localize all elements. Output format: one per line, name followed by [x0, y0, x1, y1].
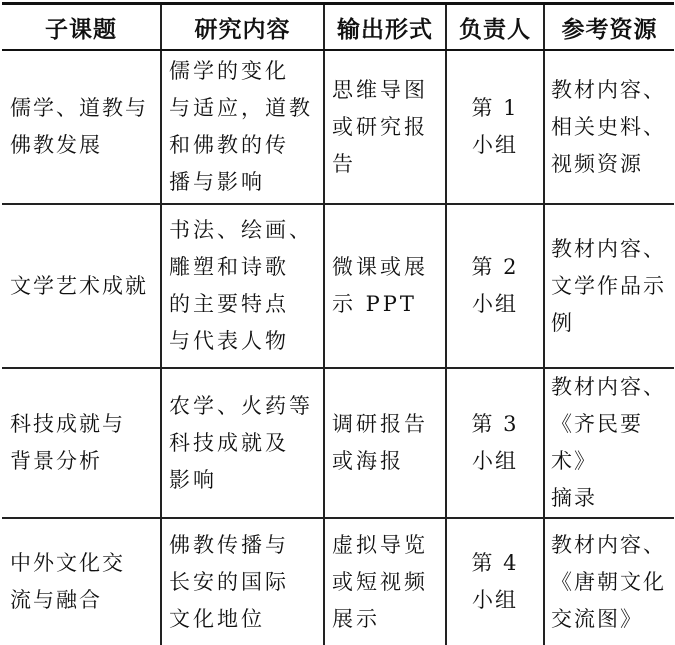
header-subtopic: 子课题: [2, 4, 161, 51]
cell-text: 农学、火药等 科技成就及 影响: [169, 393, 313, 492]
cell-text: 第 3 小组: [471, 412, 519, 473]
cell-text: 中外文化交 流与融合: [10, 551, 125, 612]
cell-reference: [544, 50, 674, 204]
cell-text: 儒学的变化 与适应，道教 和佛教的传 播与影响: [169, 59, 313, 194]
cell-text: 调研报告 或海报: [332, 412, 428, 473]
table-header-row: [2, 4, 674, 51]
cell-text: 第 1 小组: [471, 96, 519, 157]
research-plan-table: [2, 2, 674, 645]
cell-owner: [446, 368, 544, 518]
table-row: [2, 50, 674, 204]
header-output-form: 输出形式: [324, 4, 446, 51]
cell-owner: [446, 204, 544, 368]
cell-research-content: [161, 50, 324, 204]
cell-text: 儒学、道教与 佛教发展: [10, 96, 148, 157]
cell-output-form: [324, 518, 446, 645]
cell-research-content: [161, 204, 324, 368]
cell-subtopic: [2, 204, 161, 368]
cell-output-form: [324, 50, 446, 204]
cell-text: 虚拟导览 或短视频 展示: [332, 532, 428, 631]
cell-text: 教材内容、 《唐朝文化 交流图》: [551, 532, 666, 631]
cell-research-content: [161, 518, 324, 645]
cell-text: 文学艺术成就: [10, 273, 148, 298]
cell-reference: [544, 204, 674, 368]
cell-text: 思维导图 或研究报 告: [332, 77, 428, 176]
cell-research-content: [161, 368, 324, 518]
cell-text: 书法、绘画、 雕塑和诗歌 的主要特点 与代表人物: [169, 218, 313, 353]
cell-text: 科技成就与 背景分析: [10, 412, 125, 473]
cell-text: 教材内容、 《齐民要术》 摘录: [551, 375, 666, 510]
table-row: [2, 204, 674, 368]
cell-text: 教材内容、 相关史料、 视频资源: [551, 77, 666, 176]
cell-output-form: [324, 368, 446, 518]
cell-reference: [544, 518, 674, 645]
research-plan-table-wrapper: [0, 2, 675, 631]
cell-text: 第 4 小组: [471, 551, 519, 612]
cell-text: 教材内容、 文学作品示 例: [551, 236, 666, 335]
cell-subtopic: [2, 50, 161, 204]
cell-owner: [446, 518, 544, 645]
cell-output-form: [324, 204, 446, 368]
cell-reference: [544, 368, 674, 518]
table-row: [2, 368, 674, 518]
cell-text: 佛教传播与 长安的国际 文化地位: [169, 532, 289, 631]
cell-text: 微课或展 示 PPT: [332, 255, 428, 316]
cell-subtopic: [2, 518, 161, 645]
cell-subtopic: [2, 368, 161, 518]
cell-owner: [446, 50, 544, 204]
header-owner: 负责人: [446, 4, 544, 51]
header-reference: 参考资源: [544, 4, 674, 51]
table-row: [2, 518, 674, 645]
cell-text: 第 2 小组: [471, 255, 519, 316]
header-research-content: 研究内容: [161, 4, 324, 51]
